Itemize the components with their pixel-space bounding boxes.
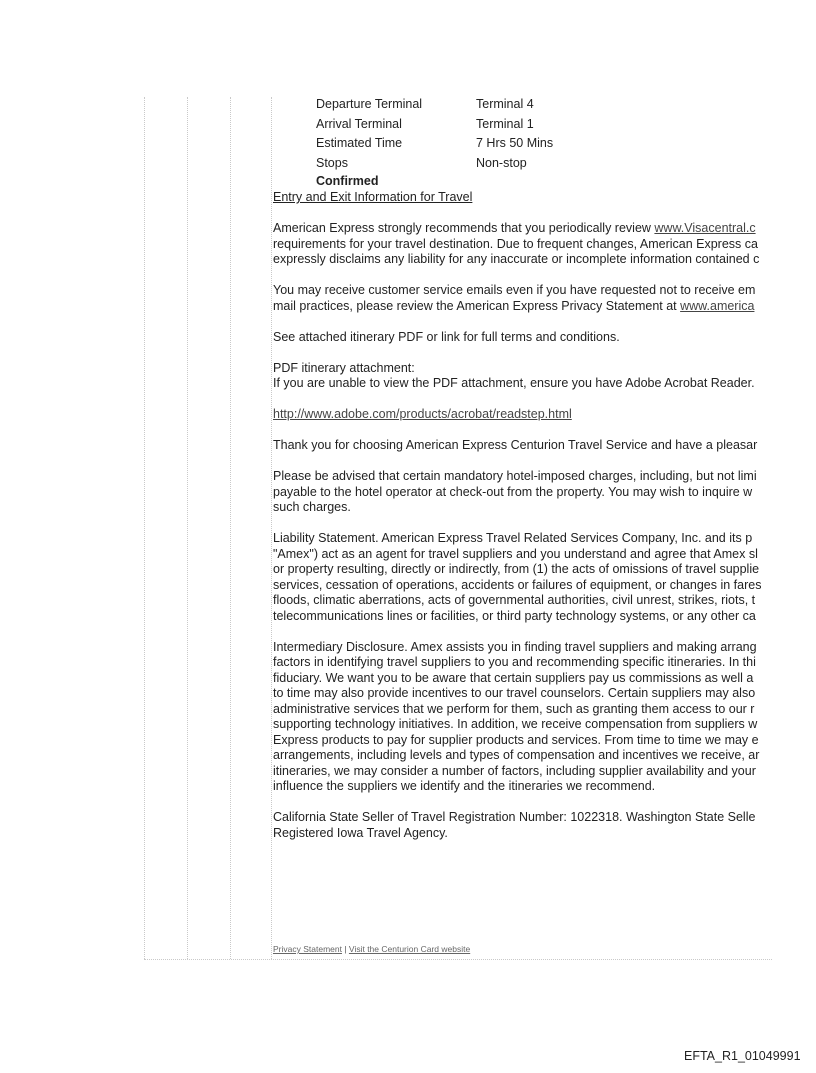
document-id: EFTA_R1_01049991: [684, 1049, 801, 1063]
entry-exit-heading: Entry and Exit Information for Travel: [273, 190, 473, 204]
flight-row-label: Arrival Terminal: [316, 116, 402, 131]
liability-paragraph: [273, 531, 816, 624]
paragraph-line: California State Seller of Travel Registration Number: 1022318. Washington State Selle: [273, 810, 756, 824]
flight-row: [273, 115, 816, 135]
paragraph-line: payable to the hotel operator at check-out from the property. You may wish to inquire w: [273, 484, 753, 499]
footer-separator: |: [341, 944, 349, 954]
amex-privacy-link[interactable]: www.america: [680, 298, 755, 313]
paragraph-line: Intermediary Disclosure. Amex assists you in finding travel suppliers and making arrang: [273, 639, 757, 654]
thank-you-paragraph: Thank you for choosing American Express Centurion Travel Service and have a pleasar: [273, 438, 758, 452]
paragraph-line: floods, climatic aberrations, acts of governmental authorities, civil unrest, strikes, riots, t: [273, 593, 756, 607]
registration-paragraph: [273, 810, 816, 841]
flight-row-value: Non-stop: [476, 155, 527, 170]
flight-row: [273, 95, 816, 115]
centurion-website-link[interactable]: Visit the Centurion Card website: [348, 944, 471, 954]
visa-text: American Express strongly recommends that you periodically review: [273, 221, 655, 235]
flight-row-label: Departure Terminal: [316, 97, 423, 111]
paragraph-line: PDF itinerary attachment:: [273, 360, 415, 375]
adobe-reader-link[interactable]: http://www.adobe.com/products/acrobat/readstep.html: [273, 407, 572, 421]
paragraph-line: requirements for your travel destination. Due to frequent changes, American Express ca: [273, 236, 758, 251]
visa-paragraph: [273, 221, 816, 268]
paragraph-line: You may receive customer service emails even if you have requested not to receive em: [273, 283, 756, 297]
paragraph-line: factors in identifying travel suppliers to you and recommending specific itineraries. In thi: [273, 655, 756, 669]
email-paragraph: [273, 283, 816, 314]
paragraph-line: "Amex") act as an agent for travel suppliers and you understand and agree that Amex sl: [273, 546, 758, 561]
paragraph-line: arrangements, including levels and types of compensation and incentives we receive, ar: [273, 748, 760, 762]
paragraph-line: Liability Statement. American Express Travel Related Services Company, Inc. and its p: [273, 531, 753, 545]
intermediary-paragraph: [273, 640, 816, 795]
flight-row-label: Estimated Time: [316, 136, 403, 150]
footer-links: [273, 944, 470, 954]
paragraph-line: or property resulting, directly or indirectly, from (1) the acts of omissions of travel supplie: [273, 562, 760, 576]
paragraph-line: administrative services that we perform for them, such as granting them access to our r: [273, 701, 755, 716]
itinerary-content: [273, 95, 816, 955]
paragraph-line: telecommunications lines or facilities, or third party technology systems, or any other ca: [273, 608, 756, 623]
flight-details: [273, 95, 816, 190]
flight-row-value: Terminal 4: [476, 97, 534, 111]
paragraph-line: itineraries, we may consider a number of factors, including supplier availability and your: [273, 763, 756, 778]
paragraph-line: Please be advised that certain mandatory hotel-imposed charges, including, but not limi: [273, 469, 757, 483]
pdf-paragraph: [273, 361, 816, 392]
grid-line: [144, 97, 145, 959]
grid-line: [230, 97, 231, 959]
paragraph-line: such charges.: [273, 500, 351, 514]
paragraph-line: influence the suppliers we identify and the itineraries we recommend.: [273, 779, 656, 793]
flight-status-row: [273, 173, 816, 190]
paragraph-line: If you are unable to view the PDF attachment, ensure you have Adobe Acrobat Reader.: [273, 376, 755, 390]
grid-line: [271, 97, 272, 959]
paragraph-line: expressly disclaims any liability for any inaccurate or incomplete information contained c: [273, 252, 760, 266]
flight-row-value: Terminal 1: [476, 116, 534, 131]
paragraph-line: Express products to pay for supplier products and services. From time to time we may e: [273, 732, 759, 747]
booking-status: Confirmed: [316, 174, 379, 188]
flight-row: [273, 134, 816, 154]
flight-row: [273, 154, 816, 174]
grid-line: [144, 959, 772, 960]
grid-line: [187, 97, 188, 959]
flight-row-label: Stops: [316, 155, 348, 170]
paragraph-line: fiduciary. We want you to be aware that certain suppliers pay us commissions as well a: [273, 670, 754, 685]
privacy-statement-link[interactable]: Privacy Statement: [273, 944, 342, 954]
paragraph-line: supporting technology initiatives. In addition, we receive compensation from suppliers w: [273, 717, 758, 731]
hotel-charges-paragraph: [273, 469, 816, 516]
paragraph-line: services, cessation of operations, accidents or failures of equipment, or changes in fares: [273, 577, 762, 592]
paragraph-line: to time may also provide incentives to our travel counselors. Certain suppliers may also: [273, 686, 756, 700]
terms-paragraph: See attached itinerary PDF or link for full terms and conditions.: [273, 329, 620, 344]
paragraph-line: Registered Iowa Travel Agency.: [273, 825, 448, 840]
flight-row-value: 7 Hrs 50 Mins: [476, 136, 554, 150]
visacentral-link[interactable]: www.Visacentral.c: [654, 221, 756, 235]
email-text: mail practices, please review the American Express Privacy Statement at: [273, 298, 681, 313]
